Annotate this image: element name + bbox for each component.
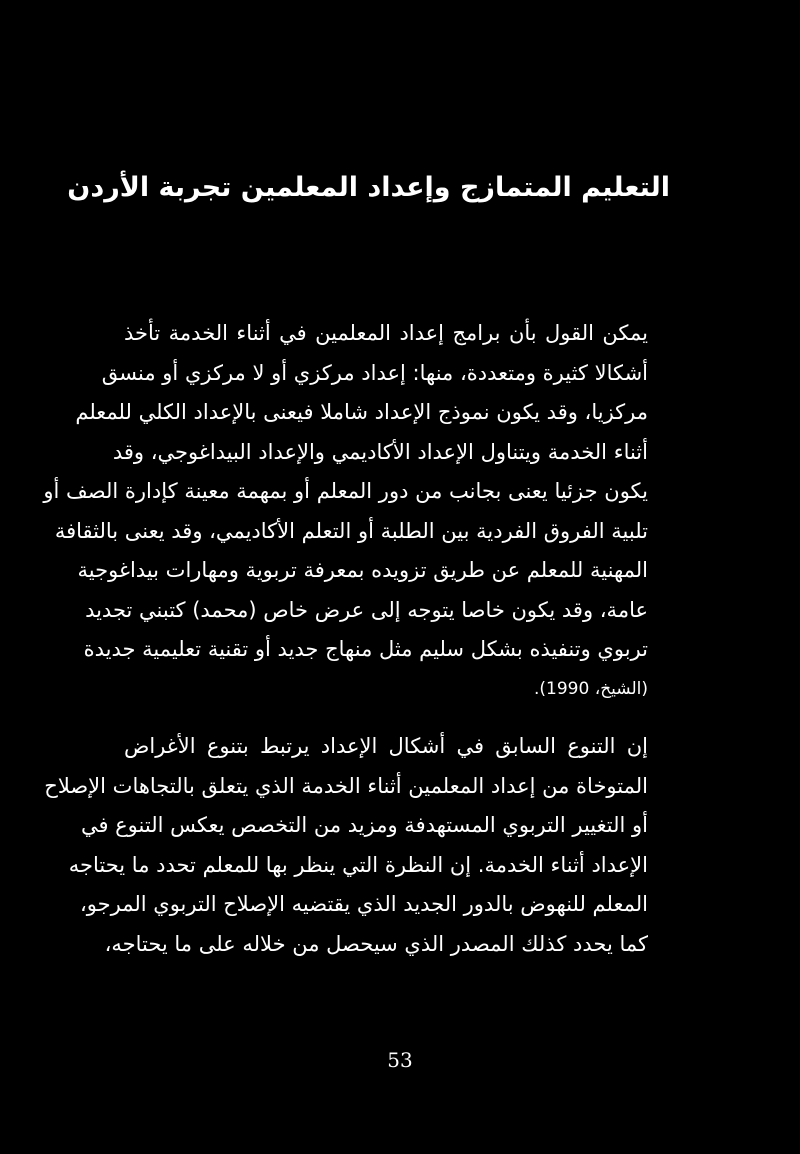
text-line: عامة، وقد يكون خاصا يتوجه إلى عرض خاص (محمد) كتبني تجديد [85,597,648,622]
text-line: أثناء الخدمة ويتناول الإعداد الأكاديمي والإعداد البيداغوجي، وقد [112,439,648,464]
paragraph-2 [44,727,680,964]
text-line: أشكالا كثيرة ومتعددة، منها: إعداد مركزي أو لا مركزي أو منسق [101,360,648,385]
text-line: المعلم للنهوض بالدور الجديد الذي يقتضيه الإصلاح التربوي المرجو، [80,892,648,916]
text-line: المتوخاة من إعداد المعلمين أثناء الخدمة الذي يتعلق بالتجاهات الإصلاح [44,773,648,798]
paragraph-1 [43,314,680,709]
citation: (الشيخ، 1990). [533,678,648,699]
page-body [43,314,680,964]
text-line: إن التنوع السابق في أشكال الإعداد يرتبط بتنوع الأغراض [124,734,648,758]
text-line: تلبية الفروق الفردية بين الطلبة أو التعلم الأكاديمي، وقد يعنى بالثقافة [54,518,648,543]
text-line: مركزيا، وقد يكون نموذج الإعداد شاملا فيعنى بالإعداد الكلي للمعلم [75,400,648,424]
text-line: المهنية للمعلم عن طريق تزويده بمعرفة تربوية ومهارات بيداغوجية [77,558,648,582]
text-line: يمكن القول بأن برامج إعداد المعلمين في أثناء الخدمة تأخذ [124,321,648,345]
text-line: كما يحدد كذلك المصدر الذي سيحصل من خلاله على ما يحتاجه، [104,931,648,956]
text-line: الإعداد أثناء الخدمة. إن النظرة التي ينظر بها للمعلم تحدد ما يحتاجه [68,852,648,877]
text-line: تربوي وتنفيذه بشكل سليم مثل منهاج جديد أو تقنية تعليمية جديدة [83,637,648,661]
text-line: أو التغيير التربوي المستهدفة ومزيد من التخصص يعكس التنوع في [80,813,648,837]
paragraph-gap [124,709,680,727]
text-line: يكون جزئيا يعنى بجانب من دور المعلم أو بمهمة معينة كإدارة الصف أو [43,479,648,503]
running-head: التعليم المتمازج وإعداد المعلمين تجربة الأردن [67,172,670,203]
page-number: 53 [387,1048,413,1072]
